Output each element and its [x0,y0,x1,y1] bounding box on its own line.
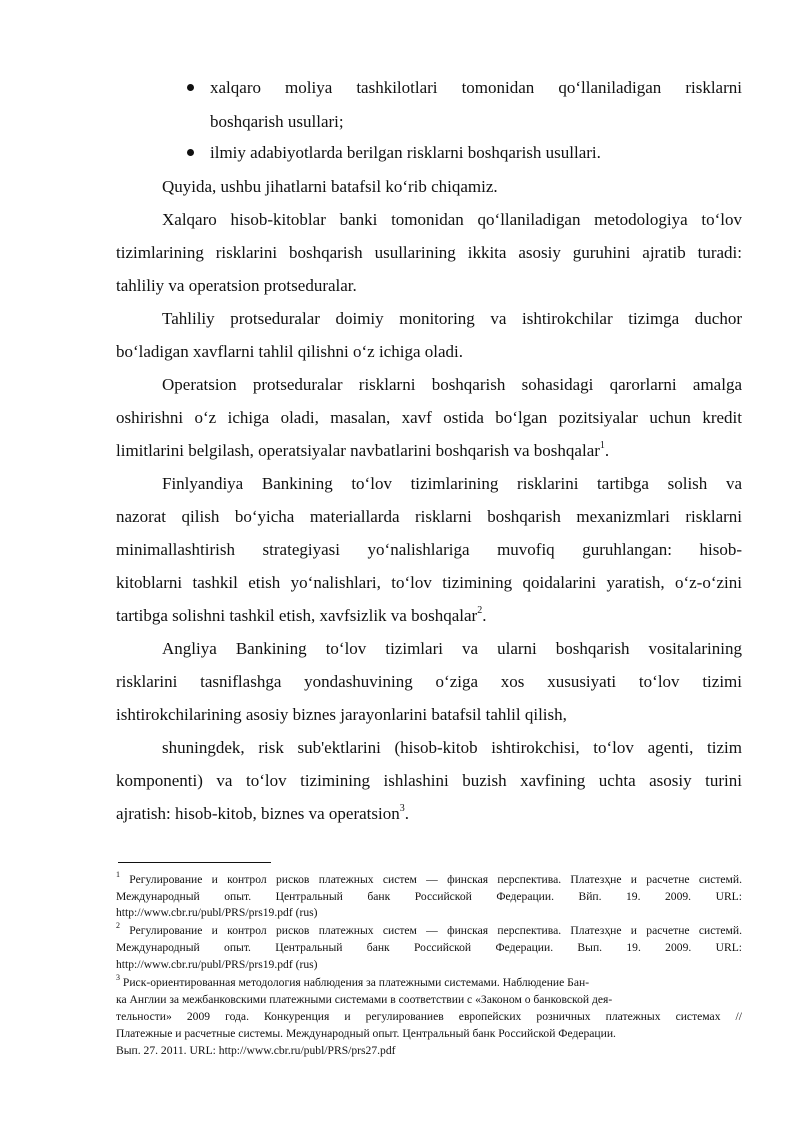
bullet-dot-icon [187,149,194,156]
footnote-mark-2: 2 [116,921,120,931]
footnote-1-line [116,872,742,887]
footnote-3-link[interactable]: Вып. 27. 2011. URL: http://www.cbr.ru/publ/PRS/prs27.pdf [116,1044,396,1057]
paragraph-text: ajratish: hisob-kitob, biznes va operatsion [116,804,400,823]
paragraph-line: risklarini tasniflashga yondashuvining o‘ziga xos xususiyati to‘lov tizimi [116,672,742,691]
paragraph-line: kitoblarni tashkil etish yo‘nalishlari, to‘lov tizimining qoidalarini yaratish, o‘z-o‘zini [116,573,742,592]
paragraph-line: Tahliliy protseduralar doimiy monitoring va ishtirokchilar tizimga duchor [162,309,742,328]
footnote-text: Регулирование и контрол рисков платежных систем — финская перспектива. Платезҳне и расчетне системй. [120,873,742,886]
sentence-period: . [482,606,487,625]
paragraph-line: Quyida, ushbu jihatlarni batafsil ko‘rib chiqamiz. [162,177,498,196]
footnote-ref-3: 3 [399,803,405,815]
paragraph-line: shuningdek, risk sub'ektlarini (hisob-kitob ishtirokchisi, to‘lov agenti, tizim [162,738,742,757]
footnote-2-line [116,923,742,938]
sentence-period: . [404,804,409,823]
footnote-1-link[interactable]: http://www.cbr.ru/publ/PRS/prs19.pdf (rus) [116,906,318,919]
footnote-3-line [116,975,589,990]
footnote-ref-2: 2 [477,605,483,617]
paragraph-line: nazorat qilish bo‘yicha materiallarda risklarni boshqarish mexanizmlari risklarni [116,507,742,526]
footnote-3-line: ка Англии за межбанковскими платежными системами в соответствии с «Законом о банковской дея- [116,993,613,1006]
footnote-mark-3: 3 [116,973,120,983]
paragraph-text: limitlarini belgilash, operatsiyalar navbatlarini boshqarish va boshqalar [116,441,600,460]
paragraph-line-with-footnote [116,804,409,824]
footnote-3-line: тельности» 2009 года. Конкуренция и регулированиев европейских розничных платежных системах // [116,1010,742,1023]
paragraph-line-with-footnote [116,606,486,626]
footnote-2-line: Международный опыт. Центральный банк Российской Федерации. Вып. 19. 2009. URL: [116,941,742,954]
footnote-ref-1: 1 [599,440,605,452]
footnote-2-link[interactable]: http://www.cbr.ru/publ/PRS/prs19.pdf (rus) [116,958,318,971]
paragraph-line: ishtirokchilarining asosiy biznes jarayonlarini batafsil tahlil qilish, [116,705,567,724]
sentence-period: . [604,441,610,460]
footnote-3-line: Платежные и расчетные системы. Международный опыт. Центральный банк Российской Федерации. [116,1027,616,1040]
paragraph-line: Finlyandiya Bankining to‘lov tizimlarining risklarini tartibga solish va [162,474,742,493]
bullet-item-2-line-1: ilmiy adabiyotlarda berilgan risklarni boshqarish usullari. [210,143,601,162]
paragraph-line: oshirishni o‘z ichiga oladi, masalan, xavf ostida bo‘lgan pozitsiyalar uchun kredit [116,408,742,427]
paragraph-line: komponenti) va to‘lov tizimining ishlashini buzish xavfining uchta asosiy turini [116,771,742,790]
paragraph-line: tizimlarining risklarini boshqarish usullarining ikkita asosiy guruhini ajratib turadi: [116,243,742,262]
paragraph-line: tahliliy va operatsion protseduralar. [116,276,357,295]
footnote-1-line: Международный опыт. Центральный банк Российской Федерации. Вйп. 19. 2009. URL: [116,890,742,903]
paragraph-line: bo‘ladigan xavflarni tahlil qilishni o‘z ichiga oladi. [116,342,463,361]
paragraph-line: Angliya Bankining to‘lov tizimlari va ularni boshqarish vositalarining [162,639,742,658]
footnote-mark-1: 1 [116,870,120,880]
paragraph-line: Xalqaro hisob-kitoblar banki tomonidan qo‘llaniladigan metodologiya to‘lov [162,210,742,229]
bullet-item-1-line-1: xalqaro moliya tashkilotlari tomonidan qo‘llaniladigan risklarni [210,78,742,97]
bullet-item-1-line-2: boshqarish usullari; [210,112,344,131]
paragraph-text: tartibga solishni tashkil etish, xavfsizlik va boshqalar [116,606,478,625]
paragraph-line: Operatsion protseduralar risklarni boshqarish sohasidagi qarorlarni amalga [162,375,742,394]
bullet-dot-icon [187,84,194,91]
paragraph-line-with-footnote [116,441,609,461]
paragraph-line: minimallashtirish strategiyasi yo‘nalishlariga muvofiq guruhlangan: hisob- [116,540,742,559]
footnote-text: Регулирование и контрол рисков платежных систем — финская перспектива. Платезҳне и расчетне системй. [120,924,742,937]
footnote-text: Риск-ориентированная методология наблюдения за платежными системами. Наблюдение Бан- [120,976,590,989]
footnote-separator [118,862,271,863]
